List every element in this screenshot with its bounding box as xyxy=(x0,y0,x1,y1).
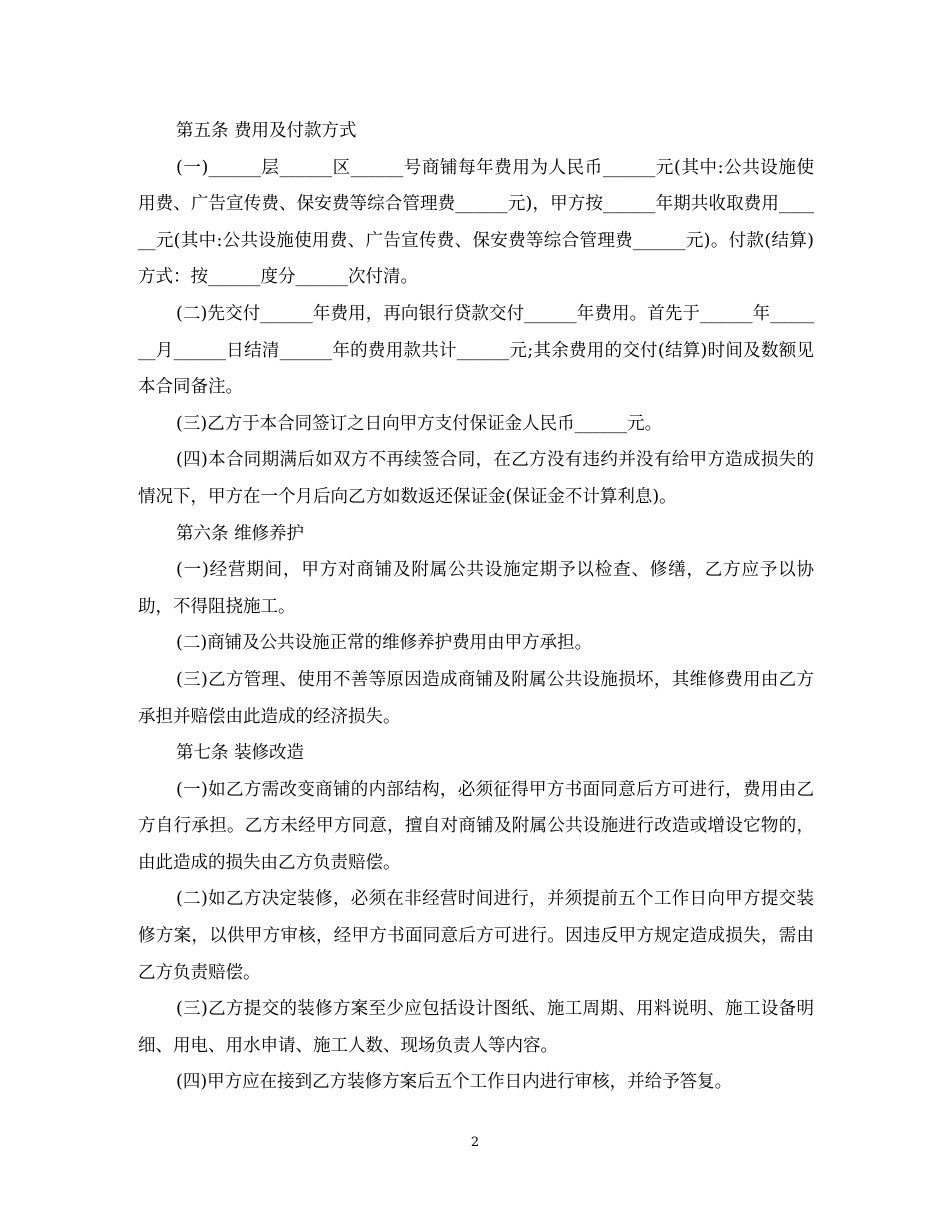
article-6-clause-2: (二)商铺及公共设施正常的维修养护费用由甲方承担。 xyxy=(176,633,593,654)
document-body xyxy=(138,113,814,1101)
article-5-heading: 第五条 费用及付款方式 xyxy=(176,121,357,141)
article-7-heading: 第七条 装修改造 xyxy=(176,743,305,764)
article-5-clause-2: (二)先交付______年费用，再向银行贷款交付______年费用。首先于______年_______月______日结清______年的费用款共计______元;其余费用的交付(结算)时间及数额见本合同备注。 xyxy=(138,303,814,398)
article-6-clause-1: (一)经营期间，甲方对商铺及附属公共设施定期予以检查、修缮，乙方应予以协助，不得阻挠施工。 xyxy=(138,560,814,617)
page-number: 2 xyxy=(470,1135,480,1150)
article-6-clause-3: (三)乙方管理、使用不善等原因造成商铺及附属公共设施损坏，其维修费用由乙方承担并赔偿由此造成的经济损失。 xyxy=(138,669,814,727)
article-6-heading: 第六条 维修养护 xyxy=(176,523,305,544)
article-5-clause-4: (四)本合同期满后如双方不再续签合同，在乙方没有违约并没有给甲方造成损失的情况下，甲方在一个月后向乙方如数返还保证金(保证金不计算利息)。 xyxy=(138,450,814,507)
article-7-clause-2: (二)如乙方决定装修，必须在非经营时间进行，并须提前五个工作日向甲方提交装修方案，以供甲方审核，经甲方书面同意后方可进行。因违反甲方规定造成损失，需由乙方负责赔偿。 xyxy=(138,889,814,983)
article-7-clause-1: (一)如乙方需改变商铺的内部结构，必须征得甲方书面同意后方可进行，费用由乙方自行承担。乙方未经甲方同意，擅自对商铺及附属公共设施进行改造或增设它物的，由此造成的损失由乙方负责赔偿。 xyxy=(138,779,814,873)
article-7-clause-3: (三)乙方提交的装修方案至少应包括设计图纸、施工周期、用料说明、施工设备明细、用电、用水申请、施工人数、现场负责人等内容。 xyxy=(138,999,814,1056)
article-5-clause-1: (一)______层______区______号商铺每年费用为人民币______元(其中:公共设施使用费、广告宣传费、保安费等综合管理费______元)，甲方按______年期共收取费用______元(其中:公共设施使用费、广告宣传费、保安费等综合管理费______元)。付款(结算)方式：按______度分______次付清。 xyxy=(138,157,814,288)
article-5-clause-3: (三)乙方于本合同签订之日向甲方支付保证金人民币______元。 xyxy=(176,413,663,434)
article-7-clause-4: (四)甲方应在接到乙方装修方案后五个工作日内进行审核，并给予答复。 xyxy=(176,1072,733,1093)
